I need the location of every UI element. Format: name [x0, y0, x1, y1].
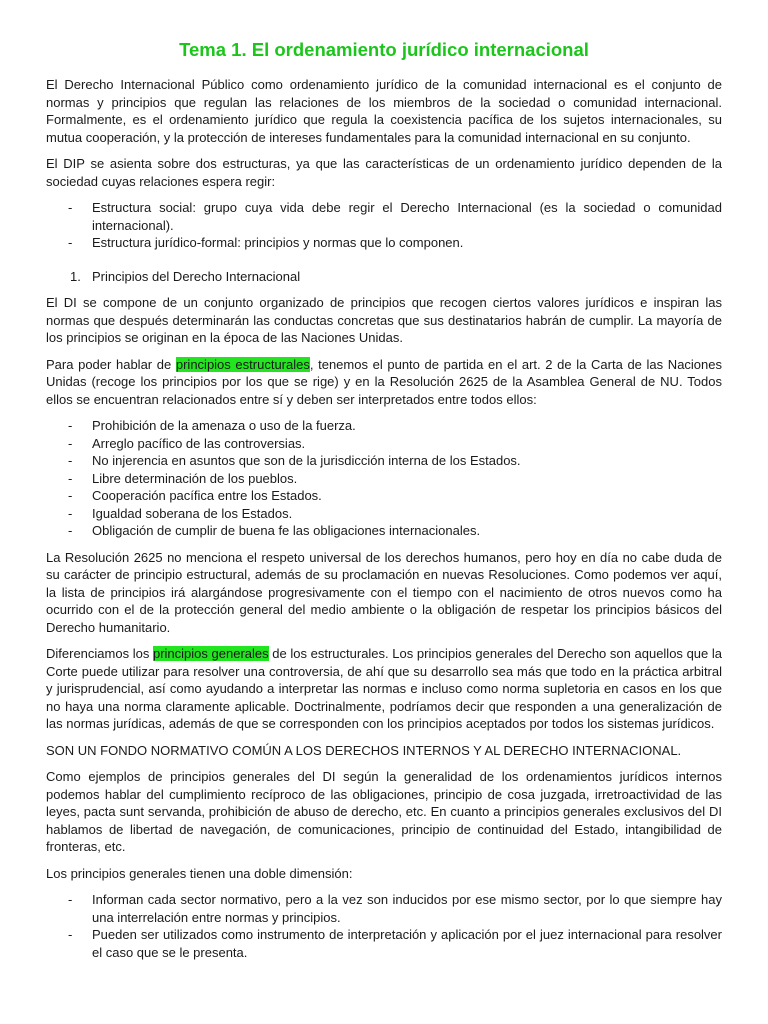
dash-bullet: - — [68, 470, 73, 486]
dash-bullet: - — [68, 453, 73, 468]
general-principles-paragraph: Diferenciamos los principios generales de los estructurales. Los principios generales del Derecho son aquellos que la Corte puede utilizar para resolver una controversia, de ahí que su desarrollo sea más que todo en la práctica arbitral y jurisprudencial, así como ayudando a interpretar las normas e incluso como norma supletoria en casos en los que no haya una norma claramente aplicable. Doctrinalmente, podríamos decir que responden a una generalización de las normas jurídicas, además de que se corresponden con los principios aceptados por todos los sistemas jurídicos. — [46, 646, 723, 731]
section-number: 1. — [70, 268, 81, 284]
highlighted-text: principios generales — [152, 646, 269, 661]
dimensions-list — [46, 891, 722, 961]
intro-paragraph: El Derecho Internacional Público como ordenamiento jurídico de la comunidad internacional es el conjunto de normas y principios que regulan las relaciones de los miembros de la sociedad o comunidad internacional. Formalmente, es el ordenamiento jurídico que regula la coexistencia pacífica de los sujetos internacionales, su mutua cooperación, y la protección de intereses fundamentales para la comunidad internacional en su conjunto. — [46, 77, 722, 145]
dash-bullet: - — [68, 488, 73, 503]
list-item: - No injerencia en asuntos que son de la jurisdicción interna de los Estados. — [68, 453, 521, 468]
structures-list — [46, 199, 722, 252]
document-title: Tema 1. El ordenamiento jurídico internacional — [179, 39, 589, 60]
structures-paragraph: El DIP se asienta sobre dos estructuras, ya que las características de un ordenamiento jurídico dependen de la sociedad cuyas relaciones espera regir: — [46, 156, 722, 189]
dash-bullet: - — [68, 435, 73, 451]
dash-bullet: - — [68, 505, 73, 521]
list-item: - Libre determinación de los pueblos. — [68, 470, 298, 486]
list-item: - Arreglo pacífico de las controversias. — [68, 435, 306, 451]
list-item: - Informan cada sector normativo, pero a la vez son inducidos por ese mismo sector, por lo que siempre hay una interrelación entre normas y principios. — [68, 892, 722, 925]
list-item: - Prohibición de la amenaza o uso de la fuerza. — [68, 418, 356, 433]
dash-bullet: - — [68, 200, 73, 215]
resolution-paragraph: La Resolución 2625 no menciona el respeto universal de los derechos humanos, pero hoy en día no cabe duda de su carácter de principio estructural, además de su proclamación en nuevas Resoluciones. Como podemos ver aquí, la lista de principios irá alargándose progresivamente con el tiempo con el nacimiento de otros nuevos como ha ocurrido con el de la protección general del medio ambiente o la obligación de respetar los principios básicos del Derecho humanitario. — [46, 549, 722, 635]
dash-bullet: - — [68, 418, 73, 433]
structural-principles-paragraph: Para poder hablar de principios estructurales, tenemos el punto de partida en el art. 2 de la Carta de las Naciones Unidas (recoge los principios por los que se rige) y en la Resolución 2625 de la Asamblea General de NU. Todos ellos se encuentran relacionados entre sí y deben ser interpretados entre todos ellos: — [46, 356, 722, 407]
structural-principles-list — [46, 417, 722, 540]
list-item: - Igualdad soberana de los Estados. — [68, 505, 293, 521]
principles-paragraph: El DI se compone de un conjunto organizado de principios que recogen ciertos valores jurídicos e inspiran las normas que después determinarán las conductas concretas que sus destinatarios habrán de cumplir. La mayoría de los principios se originan en la época de las Naciones Unidas. — [46, 295, 722, 345]
list-item: - Obligación de cumplir de buena fe las obligaciones internacionales. — [68, 523, 481, 538]
dash-bullet: - — [68, 523, 73, 538]
dimensions-paragraph: Los principios generales tienen una doble dimensión: — [46, 865, 353, 881]
examples-paragraph: Como ejemplos de principios generales del DI según la generalidad de los ordenamientos jurídicos internos podemos hablar del cumplimiento recíproco de las obligaciones, principio de cosa juzgada, irretroactividad de las leyes, pacta sunt servanda, prohibición de abuso de derecho, etc. En cuanto a principios generales exclusivos del DI hablamos de libertad de navegación, de comunicaciones, principio de continuidad del Estado, intangibilidad de fronteras, etc. — [46, 769, 722, 854]
uppercase-statement: SON UN FONDO NORMATIVO COMÚN A LOS DERECHOS INTERNOS Y AL DERECHO INTERNACIONAL. — [46, 742, 682, 758]
list-item: - Cooperación pacífica entre los Estados. — [68, 488, 322, 503]
list-item: - Estructura social: grupo cuya vida debe regir el Derecho Internacional (es la sociedad o comunidad internacional). — [68, 200, 722, 233]
dash-bullet: - — [68, 927, 73, 942]
list-item: - Estructura jurídico-formal: principios y normas que lo componen. — [68, 235, 464, 250]
list-item: - Pueden ser utilizados como instrumento de interpretación y aplicación por el juez internacional para resolver el caso que se le presenta. — [68, 927, 722, 960]
highlighted-text: principios estructurales — [175, 356, 310, 372]
section-title: Principios del Derecho Internacional — [92, 268, 301, 284]
dash-bullet: - — [68, 892, 73, 907]
dash-bullet: - — [68, 235, 73, 250]
section-heading — [46, 268, 722, 286]
